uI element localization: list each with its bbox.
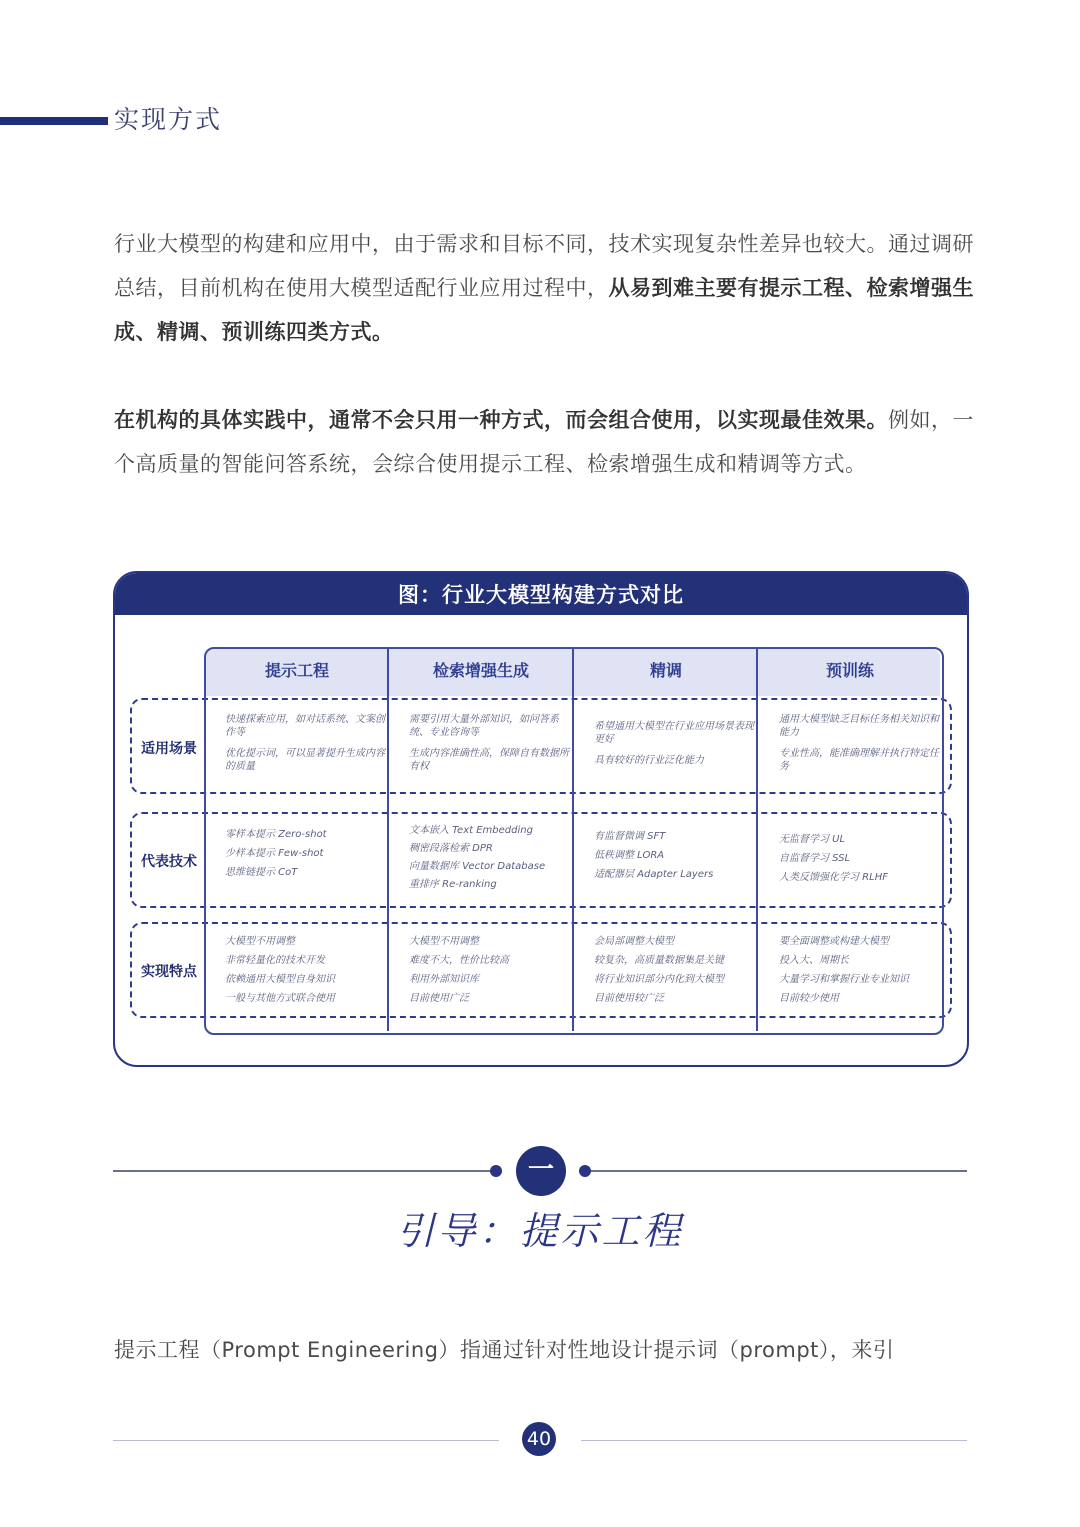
cell-line: 希望通用大模型在行业应用场景表现更好 (594, 721, 754, 745)
cell-line: 思维链提示 CoT (225, 867, 298, 878)
cell-line: 通用大模型缺乏目标任务相关知识和能力 (779, 714, 939, 738)
cell-line: 目前较少使用 (779, 993, 839, 1004)
cell-line: 稠密段落检索 DPR (409, 843, 493, 854)
cell-line: 无监督学习 UL (779, 834, 846, 845)
cell-scenario-prompt (225, 713, 385, 781)
cell-line: 少样本提示 Few-shot (225, 848, 324, 859)
cell-features-pretrain (779, 935, 939, 1011)
page-number: 40 (522, 1422, 556, 1456)
prompt-engineering-paragraph: 提示工程（Prompt Engineering）指通过针对性地设计提示词（prompt），来引 (114, 1338, 895, 1362)
column-header-rag: 检索增强生成 (432, 661, 529, 680)
cell-line: 大模型不用调整 (409, 936, 479, 947)
section-divider-left (113, 1170, 496, 1172)
cell-line: 零样本提示 Zero-shot (225, 829, 327, 840)
cell-line: 依赖通用大模型自身知识 (225, 974, 335, 985)
section-divider-right (586, 1170, 967, 1172)
cell-line: 低秩调整 LORA (594, 850, 665, 861)
cell-features-finetune (594, 935, 754, 1011)
cell-tech-pretrain (779, 833, 939, 890)
cell-line: 大模型不用调整 (225, 936, 295, 947)
section-header-title: 实现方式 (114, 105, 223, 134)
cell-line: 投入大、周期长 (779, 955, 849, 966)
divider-dot-icon (490, 1165, 502, 1177)
practice-paragraph (114, 398, 974, 486)
cell-line: 目前使用较广泛 (594, 993, 664, 1004)
header-accent-bar (0, 117, 108, 125)
cell-line: 要全面调整或构建大模型 (779, 936, 889, 947)
cell-line: 向量数据库 Vector Database (409, 861, 546, 872)
cell-scenario-pretrain (779, 713, 939, 781)
practice-text: 例如，一个高质量的智能问答系统，会综合使用提示工程、检索增强生成和精调等方式。 (114, 408, 974, 476)
cell-line: 文本嵌入 Text Embedding (409, 825, 533, 836)
cell-line: 专业性高，能准确理解并执行特定任务 (779, 748, 939, 772)
cell-line: 大量学习和掌握行业专业知识 (779, 974, 909, 985)
footer-line-left (113, 1440, 499, 1441)
row-label-scenario: 适用场景 (141, 741, 197, 757)
row-label-tech: 代表技术 (141, 854, 197, 870)
cell-line: 重排序 Re-ranking (409, 879, 497, 890)
cell-line: 生成内容准确性高，保障自有数据所有权 (409, 748, 569, 772)
cell-line: 目前使用广泛 (409, 993, 469, 1004)
cell-scenario-rag (409, 713, 569, 781)
cell-tech-finetune (594, 830, 754, 887)
footer-line-right (581, 1440, 967, 1441)
intro-paragraph (114, 222, 974, 354)
cell-line: 优化提示词，可以显著提升生成内容的质量 (225, 748, 385, 772)
figure-title: 图：行业大模型构建方式对比 (115, 573, 967, 615)
cell-line: 会局部调整大模型 (594, 936, 674, 947)
cell-line: 需要引用大量外部知识，如问答系统、专业咨询等 (409, 714, 559, 738)
practice-bold-text: 在机构的具体实践中，通常不会只用一种方式，而会组合使用，以实现最佳效果。 (114, 408, 888, 432)
column-divider (387, 649, 389, 1031)
cell-features-rag (409, 935, 569, 1011)
cell-line: 人类反馈强化学习 RLHF (779, 872, 888, 883)
section-number-badge: 一 (516, 1146, 566, 1196)
column-header-pretrain: 预训练 (825, 661, 874, 680)
cell-scenario-finetune (594, 720, 754, 775)
cell-tech-prompt (225, 828, 385, 885)
cell-line: 具有较好的行业泛化能力 (594, 755, 704, 766)
cell-line: 较复杂，高质量数据集是关键 (594, 955, 724, 966)
section-title: 引导：提示工程 (396, 1209, 684, 1253)
column-header-prompt: 提示工程 (264, 661, 329, 680)
cell-line: 非常轻量化的技术开发 (225, 955, 325, 966)
divider-dot-icon (579, 1165, 591, 1177)
cell-line: 难度不大，性价比较高 (409, 955, 509, 966)
column-header-finetune: 精调 (649, 661, 682, 680)
row-label-features: 实现特点 (141, 964, 197, 980)
cell-line: 将行业知识部分内化到大模型 (594, 974, 724, 985)
cell-line: 自监督学习 SSL (779, 853, 851, 864)
cell-features-prompt (225, 935, 385, 1011)
intro-bold-text: 从易到难主要有提示工程、检索增强生成、精调、预训练四类方式。 (114, 276, 974, 344)
cell-line: 一般与其他方式联合使用 (225, 993, 335, 1004)
column-divider (756, 649, 758, 1031)
cell-tech-rag (409, 824, 574, 896)
cell-line: 有监督微调 SFT (594, 831, 666, 842)
cell-line: 利用外部知识库 (409, 974, 479, 985)
cell-line: 快速探索应用，如对话系统、文案创作等 (225, 714, 385, 738)
intro-text: 行业大模型的构建和应用中，由于需求和目标不同，技术实现复杂性差异也较大。通过调研总结，目前机构在使用大模型适配行业应用过程中， (114, 232, 974, 300)
cell-line: 适配器层 Adapter Layers (594, 869, 714, 880)
